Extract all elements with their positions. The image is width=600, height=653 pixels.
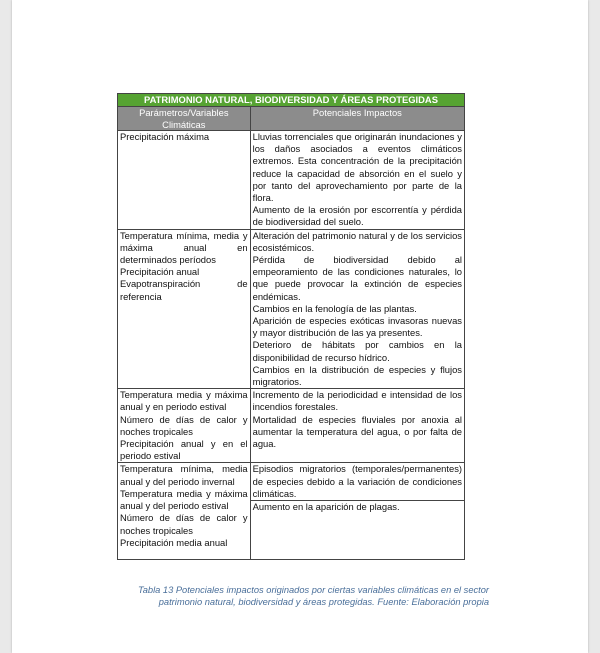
impacts-table [117,93,465,560]
table-caption: Tabla 13 Potenciales impactos originados por ciertas variables climáticas en el sector patrimonio natural, biodiversidad y áreas protegidas. Fuente: Elaboración propia [137,585,489,607]
parameter-line: Precipitación anual y en el periodo estival [120,438,248,462]
document-page [12,0,588,653]
table-row [118,131,465,230]
table-row [118,389,465,463]
table-title: PATRIMONIO NATURAL, BIODIVERSIDAD Y ÁREAS PROTEGIDAS [118,94,465,107]
parameters-cell [118,463,251,560]
impact-line: Mortalidad de especies fluviales por anoxia al aumentar la temperatura del agua, o por falta de agua. [252,413,462,450]
impact-line: Alteración del patrimonio natural y de los servicios ecosistémicos. [252,229,462,253]
table-row [118,463,465,501]
impacts-cell [250,501,464,560]
impact-line: Incremento de la periodicidad e intensidad de los incendios forestales. [252,389,462,413]
impact-line: Lluvias torrenciales que originarán inundaciones y los daños asociados a eventos climáticos extremos. Esta concentración de la precipitación reduce la capacidad de absorción en el suelo y por tanto del aprovechamiento por parte de la flora. [252,131,462,204]
impact-line: Episodios migratorios (temporales/permanentes) de especies debido a la variación de condiciones climáticas. [252,463,462,499]
table-header-row [118,107,465,131]
impact-line: Deterioro de hábitats por cambios en la disponibilidad de recurso hídrico. [252,339,462,363]
header-parameters: Parámetros/Variables Climáticas [118,107,251,131]
parameter-line: Número de días de calor y noches tropicales [120,512,248,536]
impact-line: Cambios en la distribución de especies y flujos migratorios. [252,363,462,388]
impact-line: Pérdida de biodiversidad debido al empeoramiento de las condiciones naturales, lo que puede provocar la extinción de especies endémicas. [252,254,462,302]
parameter-line: Temperatura mínima, media y máxima anual en determinados períodos [120,229,248,266]
impacts-cell [250,131,464,230]
impact-line: Aparición de especies exóticas invasoras nuevas y mayor distribución de las ya presentes. [252,315,462,339]
parameters-cell [118,389,251,463]
table-row [118,229,465,389]
parameter-line: Precipitación anual [120,266,200,278]
parameter-line: Precipitación media anual [120,536,228,548]
parameter-line: Evapotranspiración de referencia [120,278,248,302]
parameter-line: Precipitación máxima [120,131,210,142]
header-impacts: Potenciales Impactos [250,107,464,131]
parameter-line: Temperatura media y máxima anual y en periodo estival [120,389,248,413]
parameter-line: Temperatura media y máxima anual y del periodo estival [120,487,248,512]
impacts-cell [250,389,464,463]
parameters-cell [118,229,251,389]
impacts-cell [250,463,464,501]
impacts-cell [250,229,464,389]
table-title-row [118,94,465,107]
parameter-line: Número de días de calor y noches tropicales [120,413,248,437]
impact-line: Cambios en la fenología de las plantas. [252,302,417,314]
impact-line: Aumento en la aparición de plagas. [252,501,400,513]
parameters-cell [118,131,251,230]
impact-line: Aumento de la erosión por escorrentía y pérdida de biodiversidad del suelo. [252,204,462,228]
parameter-line: Temperatura mínima, media anual y del periodo invernal [120,463,248,487]
